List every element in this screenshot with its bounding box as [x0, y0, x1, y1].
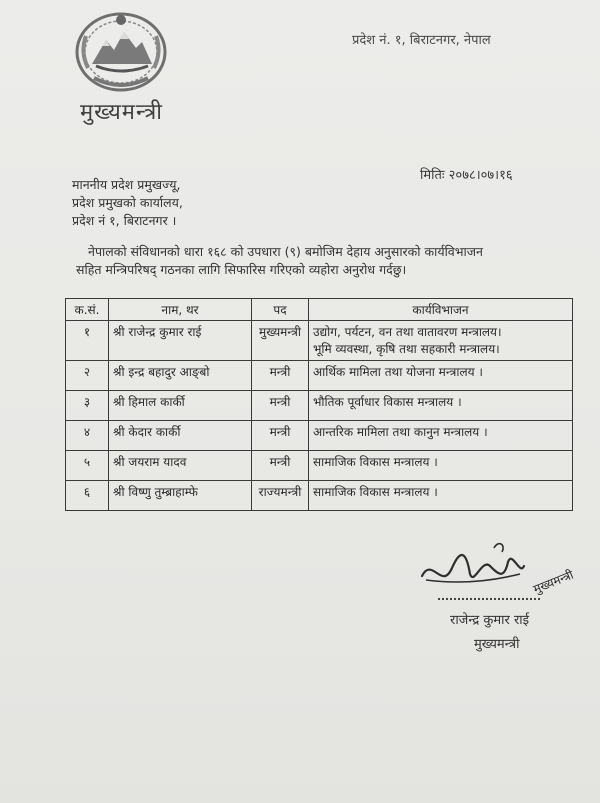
col-header-post: पद [252, 299, 309, 321]
signer-name: राजेन्द्र कुमार राई [450, 613, 530, 628]
body-line: सहित मन्त्रिपरिषद् गठनका लागि सिफारिस गरिएको व्यहोरा अनुरोध गर्दछु। [76, 262, 407, 277]
signature-line [438, 598, 540, 600]
table-row [66, 321, 573, 361]
col-header-name: नाम, थर [109, 299, 252, 321]
col-header-sn: क.सं. [66, 299, 109, 321]
row-post: मन्त्री [252, 451, 309, 481]
handwritten-signature [412, 536, 587, 598]
recipient-line: प्रदेश नं १, बिराटनगर । [72, 213, 177, 228]
signature-stamp-text: मुख्यमन्त्री [531, 567, 576, 597]
table-row [66, 421, 573, 451]
nepal-emblem-logo [72, 6, 170, 92]
recipient-line: माननीय प्रदेश प्रमुखज्यू, [72, 177, 181, 192]
ministry-line: भूमि व्यवस्था, कृषि तथा सहकारी मन्त्रालय। [313, 342, 500, 356]
recipient-line: प्रदेश प्रमुखको कार्यालय, [72, 195, 183, 210]
letter-date: मितिः २०७८।०७।१६ [420, 168, 513, 183]
ministry-line: आन्तरिक मामिला तथा कानुन मन्त्रालय । [313, 425, 488, 439]
office-address: प्रदेश नं. १, बिराटनगर, नेपाल [352, 33, 491, 48]
table-row [66, 451, 573, 481]
table-row [66, 361, 573, 391]
row-ministry [309, 451, 573, 481]
signer-title: मुख्यमन्त्री [474, 637, 520, 652]
row-ministry [309, 321, 573, 361]
recipient-block [72, 176, 183, 230]
portfolio-table [65, 298, 573, 511]
col-header-ministry: कार्यविभाजन [309, 299, 573, 321]
row-name: श्री विष्णु तुम्ब्राहाम्फे [109, 481, 252, 511]
row-ministry [309, 361, 573, 391]
row-ministry [309, 421, 573, 451]
ministry-line: सामाजिक विकास मन्त्रालय । [313, 485, 438, 499]
row-name: श्री जयराम यादव [109, 451, 252, 481]
ministry-line: सामाजिक विकास मन्त्रालय । [313, 455, 438, 469]
row-name: श्री राजेन्द्र कुमार राई [109, 321, 252, 361]
row-post: मुख्यमन्त्री [252, 321, 309, 361]
row-sn: १ [66, 321, 109, 361]
table-header-row [66, 299, 573, 321]
ministry-line: भौतिक पूर्वाधार विकास मन्त्रालय । [313, 395, 462, 409]
row-sn: ३ [66, 391, 109, 421]
row-name: श्री केदार कार्की [109, 421, 252, 451]
row-post: मन्त्री [252, 421, 309, 451]
row-ministry [309, 481, 573, 511]
row-name: श्री इन्द्र बहादुर आङ्बो [109, 361, 252, 391]
row-post: मन्त्री [252, 391, 309, 421]
row-ministry [309, 391, 573, 421]
row-sn: ४ [66, 421, 109, 451]
ministry-line: आर्थिक मामिला तथा योजना मन्त्रालय । [313, 365, 483, 379]
body-line: नेपालको संविधानको धारा १६८ को उपधारा (९) बमोजिम देहाय अनुसारको कार्यविभाजन [88, 244, 483, 259]
row-sn: ६ [66, 481, 109, 511]
letter-body [76, 243, 558, 279]
ministry-line: उद्योग, पर्यटन, वन तथा वातावरण मन्त्रालय। [313, 325, 502, 339]
table-row [66, 391, 573, 421]
row-sn: २ [66, 361, 109, 391]
row-post: मन्त्री [252, 361, 309, 391]
table-row [66, 481, 573, 511]
row-post: राज्यमन्त्री [252, 481, 309, 511]
row-sn: ५ [66, 451, 109, 481]
office-title: मुख्यमन्त्री [80, 100, 163, 125]
row-name: श्री हिमाल कार्की [109, 391, 252, 421]
